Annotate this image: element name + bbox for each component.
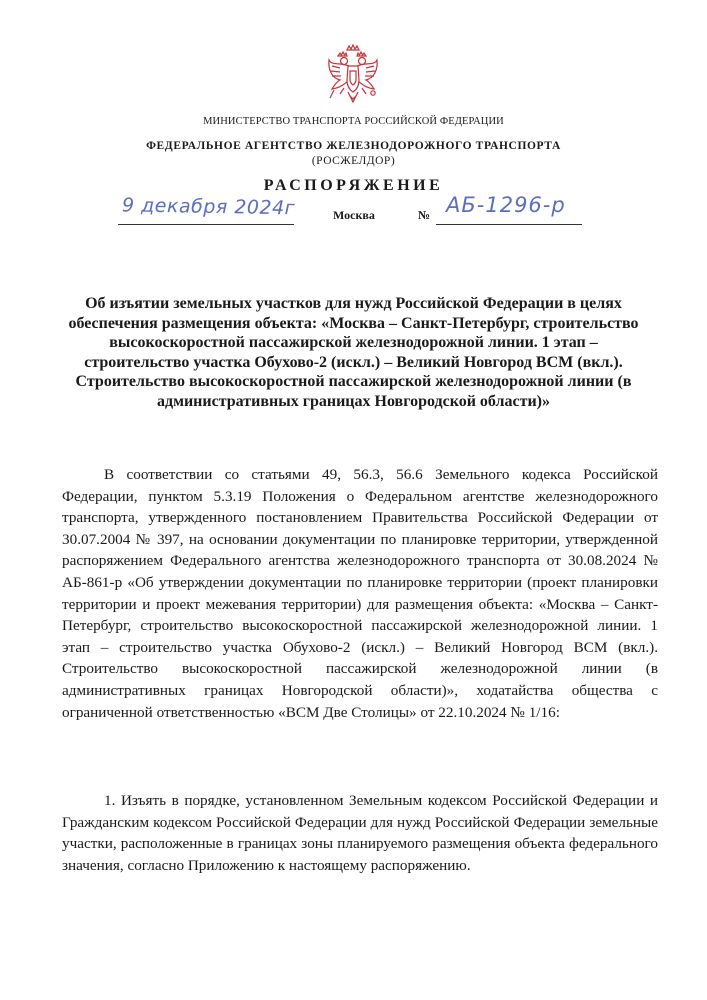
agency-name: ФЕДЕРАЛЬНОЕ АГЕНТСТВО ЖЕЛЕЗНОДОРОЖНОГО ТРАНСПОРТА [146,140,561,152]
number-sign: № [418,208,431,222]
document-type: РАСПОРЯЖЕНИЕ [263,177,444,194]
number-underline [436,224,582,225]
city-label: Москва [333,208,375,222]
agency-short-name: (РОСЖЕЛДОР) [311,155,396,167]
date-underline [118,224,294,225]
handwritten-number: АБ-1296-р [446,193,566,217]
ministry-name: МИНИСТЕРСТВО ТРАНСПОРТА РОССИЙСКОЙ ФЕДЕРАЦИИ [203,116,504,127]
document-title: Об изъятии земельных участков для нужд Российской Федерации в целях обеспечения размещения объекта: «Москва – Санкт-Петербург, строительство высокоскоростной пассажирской железнодорожной линии. 1 этап – строительство участка Обухово-2 (искл.) – Великий Новгород ВСМ (вкл.). Строительство высокоскоростной пассажирской железнодорожной линии (в административных границах Новгородской области)» [68,295,639,410]
coat-of-arms-icon [326,44,380,106]
preamble-paragraph: В соответствии со статьями 49, 56.3, 56.6 Земельного кодекса Российской Федерации, пунктом 5.3.19 Положения о Федеральном агентстве железнодорожного транспорта, утвержденного постановлением Правительства Российской Федерации от 30.07.2004 № 397, на основании документации по планировке территории, утвержденной распоряжением Федерального агентства железнодорожного транспорта от 30.08.2024 № АБ-861-р «Об утверждении документации по планировке территории (проект планировки территории и проект межевания территории) для размещения объекта: «Москва – Санкт-Петербург, строительство высокоскоростной пассажирской железнодорожной линии. 1 этап – строительство участка Обухово-2 (искл.) – Великий Новгород ВСМ (вкл.). Строительство высокоскоростной пассажирской железнодорожной линии (в административных границах Новгородской области)», ходатайства общества с ограниченной ответственностью «ВСМ Две Столицы» от 22.10.2024 № 1/16: [62,466,658,721]
item-1-paragraph: 1. Изъять в порядке, установленном Земельным кодексом Российской Федерации и Гражданским кодексом Российской Федерации для нужд Российской Федерации земельные участки, расположенные в границах зоны планируемого размещения объекта федерального значения, согласно Приложению к настоящему распоряжению. [62,792,658,874]
handwritten-date: 9 декабря 2024г [121,194,296,220]
